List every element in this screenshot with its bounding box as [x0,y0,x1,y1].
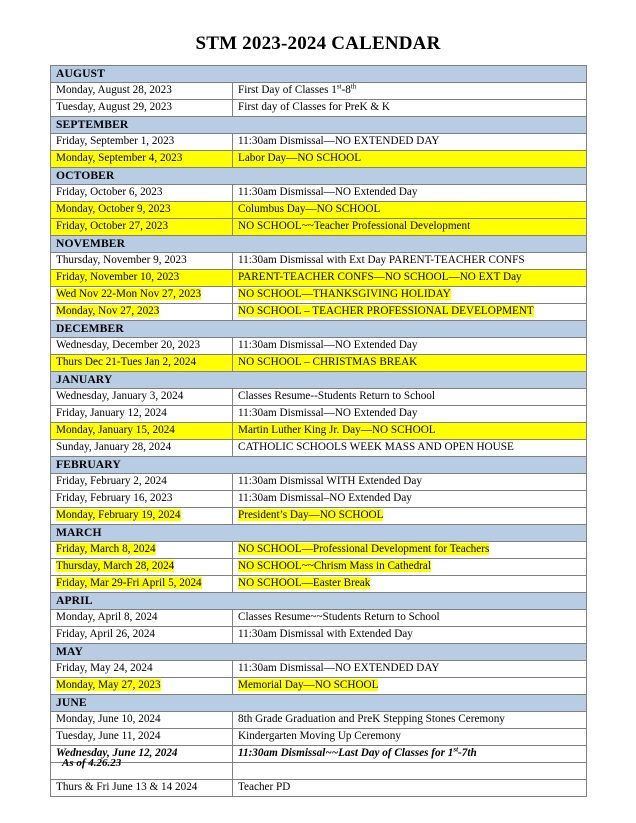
month-header-row [51,644,587,661]
calendar-row [51,338,587,355]
month-header-label: JUNE [51,695,587,712]
event-description-text: 11:30am Dismissal WITH Extended Day [238,475,422,488]
event-date-text: Wed Nov 22-Mon Nov 27, 2023 [56,288,202,301]
calendar-row [51,542,587,559]
event-description-cell [233,151,587,168]
event-description-cell [233,678,587,695]
calendar-row [51,406,587,423]
event-description-text: 11:30am Dismissal with Ext Day PARENT-TEACHER CONFS [238,254,525,267]
event-date-text: Sunday, January 28, 2024 [56,441,172,454]
event-description-cell [233,83,587,100]
event-description-text: NO SCHOOL~~Teacher Professional Development [238,220,471,233]
calendar-row [51,712,587,729]
event-date-cell [51,270,233,287]
event-description-text: PARENT-TEACHER CONFS—NO SCHOOL—NO EXT Day [238,271,522,284]
event-date-cell [51,423,233,440]
event-date-text: Monday, October 9, 2023 [56,203,171,216]
event-description-cell [233,270,587,287]
event-description-cell [233,440,587,457]
event-date-cell [51,355,233,372]
event-description-cell [233,491,587,508]
event-description-text: NO SCHOOL – CHRISTMAS BREAK [238,356,418,369]
calendar-row [51,423,587,440]
month-header-label: AUGUST [51,66,587,83]
calendar-table [50,65,587,797]
event-description-cell [233,406,587,423]
event-description-cell [233,389,587,406]
event-description-text: Memorial Day—NO SCHOOL [238,679,379,692]
event-description-cell [233,474,587,491]
calendar-row [51,508,587,525]
event-date-cell [51,440,233,457]
calendar-row [51,780,587,797]
event-description-cell [233,576,587,593]
event-description-text: Columbus Day—NO SCHOOL [238,203,381,216]
month-header-label: JANUARY [51,372,587,389]
calendar-row [51,661,587,678]
event-description-cell [233,559,587,576]
calendar-row [51,253,587,270]
event-description-cell [233,729,587,746]
event-date-cell [51,389,233,406]
month-header-label: SEPTEMBER [51,117,587,134]
event-description-cell [233,304,587,321]
event-description-text: Teacher PD [238,781,291,794]
spacer-event-cell [233,763,587,780]
event-date-text: Friday, October 27, 2023 [56,220,169,233]
calendar-row [51,270,587,287]
event-description-cell [233,355,587,372]
event-date-text: Monday, September 4, 2023 [56,152,183,165]
calendar-row [51,389,587,406]
event-description-text: 8th Grade Graduation and PreK Stepping Stones Ceremony [238,713,505,726]
event-description-text: Classes Resume~~Students Return to School [238,611,440,624]
event-description-text: NO SCHOOL—Easter Break [238,577,371,590]
month-header-row [51,593,587,610]
event-date-text: Friday, Mar 29-Fri April 5, 2024 [56,577,202,590]
event-description-text: Classes Resume--Students Return to School [238,390,436,403]
event-date-text: Wednesday, January 3, 2024 [56,390,184,403]
calendar-row [51,100,587,117]
event-date-cell [51,729,233,746]
event-date-cell [51,559,233,576]
event-date-cell [51,151,233,168]
event-date-cell [51,474,233,491]
event-date-text: Thursday, November 9, 2023 [56,254,187,267]
month-header-row [51,525,587,542]
calendar-row [51,440,587,457]
calendar-row [51,746,587,763]
event-description-text: First Day of Classes 1st-8th [238,82,357,97]
event-date-cell [51,542,233,559]
month-header-row [51,117,587,134]
event-date-cell [51,712,233,729]
event-date-text: Friday, April 26, 2024 [56,628,156,641]
calendar-body [51,66,587,797]
event-date-cell [51,185,233,202]
month-header-row [51,236,587,253]
event-description-cell [233,338,587,355]
month-header-row [51,457,587,474]
event-date-cell [51,202,233,219]
month-header-row [51,321,587,338]
event-description-text: NO SCHOOL~~Chrism Mass in Cathedral [238,560,431,573]
calendar-row [51,304,587,321]
event-description-text: President’s Day—NO SCHOOL [238,509,384,522]
event-date-text: Monday, May 27, 2023 [56,679,161,692]
event-date-text: Friday, November 10, 2023 [56,271,180,284]
event-date-text: Monday, January 15, 2024 [56,424,175,437]
month-header-row [51,66,587,83]
event-date-text: Monday, Nov 27, 2023 [56,305,160,318]
event-description-text: Martin Luther King Jr. Day—NO SCHOOL [238,424,436,437]
calendar-row [51,610,587,627]
event-description-cell [233,134,587,151]
event-description-text: 11:30am Dismissal—NO EXTENDED DAY [238,135,440,148]
month-header-label: OCTOBER [51,168,587,185]
event-date-cell [51,678,233,695]
event-description-cell [233,780,587,797]
event-description-cell [233,185,587,202]
event-date-cell [51,287,233,304]
month-header-label: NOVEMBER [51,236,587,253]
event-date-text: Wednesday, June 12, 2024 [56,747,178,760]
event-date-text: Friday, September 1, 2023 [56,135,175,148]
event-date-cell [51,661,233,678]
event-description-cell [233,423,587,440]
calendar-row [51,678,587,695]
month-header-label: DECEMBER [51,321,587,338]
calendar-row [51,151,587,168]
event-description-text: Kindergarten Moving Up Ceremony [238,730,401,743]
month-header-row [51,168,587,185]
month-header-row [51,695,587,712]
event-date-text: Friday, May 24, 2024 [56,662,153,675]
event-date-cell [51,219,233,236]
event-description-text: 11:30am Dismissal—NO Extended Day [238,339,418,352]
event-description-cell [233,712,587,729]
event-description-text: First day of Classes for PreK & K [238,101,390,114]
event-description-cell [233,627,587,644]
event-date-text: Monday, April 8, 2024 [56,611,158,624]
month-header-label: APRIL [51,593,587,610]
page-title: STM 2023-2024 CALENDAR [195,33,441,54]
calendar-row [51,355,587,372]
calendar-row [51,474,587,491]
calendar-row [51,219,587,236]
calendar-row [51,83,587,100]
event-description-text: NO SCHOOL—THANKSGIVING HOLIDAY [238,288,451,301]
event-description-text: 11:30am Dismissal—NO EXTENDED DAY [238,662,440,675]
event-date-text: Monday, August 28, 2023 [56,84,172,97]
event-description-text: CATHOLIC SCHOOLS WEEK MASS AND OPEN HOUSE [238,441,514,454]
event-date-cell [51,304,233,321]
month-header-label: MAY [51,644,587,661]
event-date-cell [51,83,233,100]
event-date-cell [51,134,233,151]
event-description-text: 11:30am Dismissal–NO Extended Day [238,492,412,505]
event-date-text: Friday, February 2, 2024 [56,475,167,488]
event-description-text: 11:30am Dismissal—NO Extended Day [238,186,418,199]
event-date-cell [51,338,233,355]
event-date-cell [51,780,233,797]
event-description-text: NO SCHOOL – TEACHER PROFESSIONAL DEVELOPMENT [238,305,534,318]
event-description-text: 11:30am Dismissal with Extended Day [238,628,413,641]
event-date-text: Friday, January 12, 2024 [56,407,167,420]
calendar-row [51,559,587,576]
event-date-text: Thurs Dec 21-Tues Jan 2, 2024 [56,356,197,369]
event-date-cell [51,610,233,627]
event-date-text: Wednesday, December 20, 2023 [56,339,201,352]
event-description-cell [233,746,587,763]
event-date-text: Friday, March 8, 2024 [56,543,156,556]
event-description-cell [233,253,587,270]
calendar-row [51,185,587,202]
event-description-text: 11:30am Dismissal—NO Extended Day [238,407,418,420]
calendar-row [51,491,587,508]
event-date-cell [51,508,233,525]
event-description-cell [233,100,587,117]
event-date-cell [51,406,233,423]
calendar-row [51,134,587,151]
event-date-text: Tuesday, August 29, 2023 [56,101,173,114]
calendar-row [51,202,587,219]
spacer-row [51,763,587,780]
calendar-row [51,576,587,593]
event-date-text: Monday, June 10, 2024 [56,713,161,726]
event-description-cell [233,610,587,627]
event-date-cell [51,627,233,644]
event-date-text: Monday, February 19, 2024 [56,509,181,522]
calendar-row [51,287,587,304]
month-header-label: MARCH [51,525,587,542]
event-description-cell [233,202,587,219]
event-date-text: Thursday, March 28, 2024 [56,560,175,573]
calendar-row [51,729,587,746]
event-description-cell [233,219,587,236]
event-description-cell [233,508,587,525]
event-description-text: 11:30am Dismissal~~Last Day of Classes for 1st-7th [238,745,477,760]
event-date-text: Friday, February 16, 2023 [56,492,173,505]
revision-note: As of 4.26.23 [62,757,122,769]
month-header-row [51,372,587,389]
event-date-text: Friday, October 6, 2023 [56,186,163,199]
event-date-cell [51,491,233,508]
month-header-label: FEBRUARY [51,457,587,474]
event-date-cell [51,253,233,270]
event-description-cell [233,542,587,559]
calendar-table-wrapper [50,65,586,797]
event-description-cell [233,661,587,678]
event-date-text: Tuesday, June 11, 2024 [56,730,161,743]
calendar-row [51,627,587,644]
event-description-cell [233,287,587,304]
event-description-text: Labor Day—NO SCHOOL [238,152,362,165]
event-description-text: NO SCHOOL—Professional Development for Teachers [238,543,490,556]
event-date-cell [51,100,233,117]
event-date-cell [51,576,233,593]
event-date-text: Thurs & Fri June 13 & 14 2024 [56,781,198,794]
